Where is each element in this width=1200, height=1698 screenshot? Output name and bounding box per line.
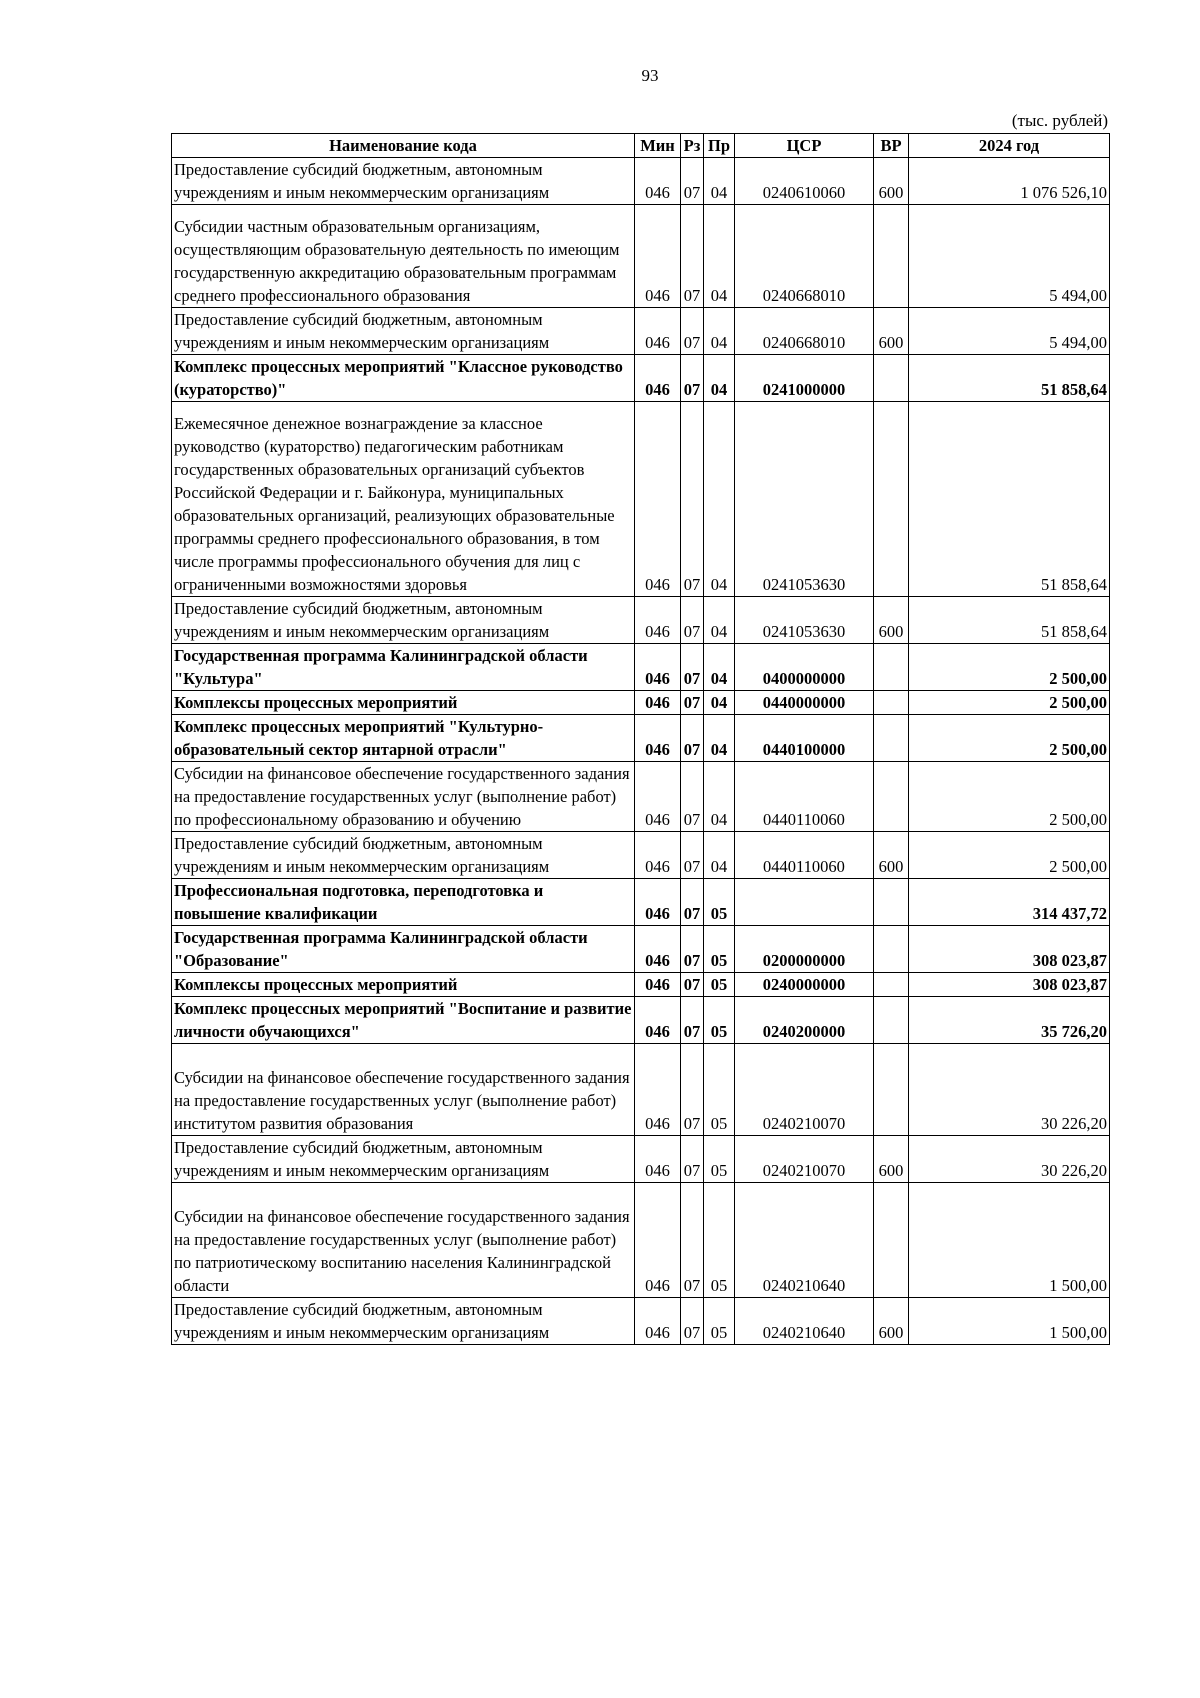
table-row: [172, 997, 1110, 1044]
row-csr: 0240200000: [735, 997, 874, 1044]
header-min: Мин: [635, 134, 681, 158]
row-amount: 2 500,00: [909, 762, 1110, 832]
row-vr: [874, 691, 909, 715]
row-min: 046: [635, 1298, 681, 1345]
row-rz: 07: [681, 644, 704, 691]
row-amount: 35 726,20: [909, 997, 1110, 1044]
row-rz: 07: [681, 597, 704, 644]
table-row: [172, 402, 1110, 597]
row-name: Комплексы процессных мероприятий: [172, 691, 635, 715]
header-csr: ЦСР: [735, 134, 874, 158]
row-min: 046: [635, 402, 681, 597]
row-rz: 07: [681, 832, 704, 879]
row-csr: 0240610060: [735, 158, 874, 205]
row-pr: 04: [704, 402, 735, 597]
page-number: 93: [641, 66, 659, 85]
row-pr: 04: [704, 691, 735, 715]
row-name: Профессиональная подготовка, переподготовка и повышение квалификации: [172, 879, 635, 926]
table-header-row: [172, 134, 1110, 158]
row-pr: 05: [704, 997, 735, 1044]
row-vr: [874, 715, 909, 762]
row-amount: 51 858,64: [909, 597, 1110, 644]
row-min: 046: [635, 205, 681, 308]
row-vr: [874, 402, 909, 597]
table-row: [172, 355, 1110, 402]
row-csr: 0241000000: [735, 355, 874, 402]
row-vr: 600: [874, 1136, 909, 1183]
row-pr: 05: [704, 879, 735, 926]
table-row: [172, 644, 1110, 691]
row-name: Комплекс процессных мероприятий "Воспитание и развитие личности обучающихся": [172, 997, 635, 1044]
row-csr: 0240000000: [735, 973, 874, 997]
row-name: Субсидии частным образовательным организациям, осуществляющим образовательную деятельность по имеющим государственную аккредитацию образовательным программам среднего профессионального образования: [172, 205, 635, 308]
row-csr: 0240210070: [735, 1044, 874, 1136]
row-rz: 07: [681, 1044, 704, 1136]
row-amount: 2 500,00: [909, 691, 1110, 715]
row-name: Государственная программа Калининградской области "Образование": [172, 926, 635, 973]
row-amount: 51 858,64: [909, 355, 1110, 402]
row-amount: 2 500,00: [909, 832, 1110, 879]
row-rz: 07: [681, 1183, 704, 1298]
row-vr: 600: [874, 1298, 909, 1345]
table-row: [172, 973, 1110, 997]
table-row: [172, 1044, 1110, 1136]
row-rz: 07: [681, 997, 704, 1044]
table-row: [172, 762, 1110, 832]
table-row: [172, 597, 1110, 644]
table-row: [172, 715, 1110, 762]
row-name: Государственная программа Калининградской области "Культура": [172, 644, 635, 691]
row-amount: 314 437,72: [909, 879, 1110, 926]
row-pr: 05: [704, 1298, 735, 1345]
row-min: 046: [635, 597, 681, 644]
row-amount: 5 494,00: [909, 308, 1110, 355]
row-amount: 1 076 526,10: [909, 158, 1110, 205]
row-rz: 07: [681, 355, 704, 402]
row-pr: 05: [704, 926, 735, 973]
row-pr: 04: [704, 355, 735, 402]
row-vr: [874, 355, 909, 402]
row-pr: 05: [704, 1136, 735, 1183]
row-pr: 04: [704, 308, 735, 355]
row-vr: [874, 205, 909, 308]
row-rz: 07: [681, 402, 704, 597]
row-rz: 07: [681, 158, 704, 205]
row-name: Предоставление субсидий бюджетным, автономным учреждениям и иным некоммерческим организациям: [172, 832, 635, 879]
row-min: 046: [635, 762, 681, 832]
table-row: [172, 1136, 1110, 1183]
row-min: 046: [635, 973, 681, 997]
row-csr: 0241053630: [735, 597, 874, 644]
row-min: 046: [635, 715, 681, 762]
row-csr: 0400000000: [735, 644, 874, 691]
row-rz: 07: [681, 205, 704, 308]
table-row: [172, 205, 1110, 308]
row-pr: 05: [704, 973, 735, 997]
row-vr: 600: [874, 308, 909, 355]
row-csr: 0240668010: [735, 205, 874, 308]
row-csr: 0440110060: [735, 832, 874, 879]
row-name: Предоставление субсидий бюджетным, автономным учреждениям и иным некоммерческим организациям: [172, 1136, 635, 1183]
row-pr: 04: [704, 832, 735, 879]
row-name: Предоставление субсидий бюджетным, автономным учреждениям и иным некоммерческим организациям: [172, 308, 635, 355]
row-csr: 0440100000: [735, 715, 874, 762]
row-name: Предоставление субсидий бюджетным, автономным учреждениям и иным некоммерческим организациям: [172, 597, 635, 644]
row-min: 046: [635, 926, 681, 973]
row-min: 046: [635, 997, 681, 1044]
row-amount: 1 500,00: [909, 1298, 1110, 1345]
row-pr: 04: [704, 644, 735, 691]
row-amount: 1 500,00: [909, 1183, 1110, 1298]
row-min: 046: [635, 691, 681, 715]
row-name: Комплекс процессных мероприятий "Классное руководство (кураторство)": [172, 355, 635, 402]
row-pr: 04: [704, 205, 735, 308]
row-name: Комплекс процессных мероприятий "Культурно-образовательный сектор янтарной отрасли": [172, 715, 635, 762]
table-row: [172, 879, 1110, 926]
row-csr: 0240210640: [735, 1183, 874, 1298]
row-vr: [874, 879, 909, 926]
row-name: Ежемесячное денежное вознаграждение за классное руководство (кураторство) педагогическим работникам государственных образовательных организаций субъектов Российской Федерации и г. Байконура, муниципальных образовательных организаций, реализующих образовательные программы среднего профессионального образования, в том числе программы профессионального обучения для лиц с ограниченными возможностями здоровья: [172, 402, 635, 597]
row-min: 046: [635, 1136, 681, 1183]
row-name: Субсидии на финансовое обеспечение государственного задания на предоставление государственных услуг (выполнение работ) по патриотическому воспитанию населения Калининградской области: [172, 1183, 635, 1298]
row-min: 046: [635, 355, 681, 402]
table-row: [172, 1183, 1110, 1298]
row-vr: [874, 926, 909, 973]
row-amount: 308 023,87: [909, 973, 1110, 997]
table-row: [172, 1298, 1110, 1345]
row-rz: 07: [681, 1136, 704, 1183]
row-pr: 04: [704, 158, 735, 205]
row-pr: 04: [704, 762, 735, 832]
row-rz: 07: [681, 308, 704, 355]
row-vr: [874, 1044, 909, 1136]
header-pr: Пр: [704, 134, 735, 158]
row-rz: 07: [681, 1298, 704, 1345]
row-csr: 0440110060: [735, 762, 874, 832]
row-pr: 04: [704, 597, 735, 644]
row-rz: 07: [681, 973, 704, 997]
header-vr: ВР: [874, 134, 909, 158]
table-row: [172, 308, 1110, 355]
row-min: 046: [635, 308, 681, 355]
row-min: 046: [635, 1183, 681, 1298]
row-name: Предоставление субсидий бюджетным, автономным учреждениям и иным некоммерческим организациям: [172, 158, 635, 205]
header-rz: Рз: [681, 134, 704, 158]
row-pr: 05: [704, 1044, 735, 1136]
row-csr: 0241053630: [735, 402, 874, 597]
row-min: 046: [635, 644, 681, 691]
table-row: [172, 926, 1110, 973]
table-row: [172, 158, 1110, 205]
row-rz: 07: [681, 926, 704, 973]
table-row: [172, 832, 1110, 879]
row-vr: [874, 973, 909, 997]
header-year: 2024 год: [909, 134, 1110, 158]
row-amount: 30 226,20: [909, 1136, 1110, 1183]
row-amount: 2 500,00: [909, 715, 1110, 762]
row-csr: 0240210070: [735, 1136, 874, 1183]
row-rz: 07: [681, 715, 704, 762]
row-pr: 05: [704, 1183, 735, 1298]
table-row: [172, 691, 1110, 715]
row-amount: 308 023,87: [909, 926, 1110, 973]
row-vr: 600: [874, 832, 909, 879]
row-name: Субсидии на финансовое обеспечение государственного задания на предоставление государственных услуг (выполнение работ) по профессиональному образованию и обучению: [172, 762, 635, 832]
row-rz: 07: [681, 762, 704, 832]
row-min: 046: [635, 832, 681, 879]
row-rz: 07: [681, 691, 704, 715]
row-name: Субсидии на финансовое обеспечение государственного задания на предоставление государственных услуг (выполнение работ) институтом развития образования: [172, 1044, 635, 1136]
row-vr: [874, 762, 909, 832]
row-csr: [735, 879, 874, 926]
row-name: Предоставление субсидий бюджетным, автономным учреждениям и иным некоммерческим организациям: [172, 1298, 635, 1345]
row-rz: 07: [681, 879, 704, 926]
row-amount: 5 494,00: [909, 205, 1110, 308]
row-vr: [874, 644, 909, 691]
row-min: 046: [635, 1044, 681, 1136]
row-vr: 600: [874, 597, 909, 644]
row-amount: 51 858,64: [909, 402, 1110, 597]
budget-table: [171, 133, 1110, 1345]
row-min: 046: [635, 879, 681, 926]
row-amount: 30 226,20: [909, 1044, 1110, 1136]
row-csr: 0440000000: [735, 691, 874, 715]
row-pr: 04: [704, 715, 735, 762]
units-note: (тыс. рублей): [1011, 111, 1108, 130]
header-name: Наименование кода: [172, 134, 635, 158]
row-min: 046: [635, 158, 681, 205]
row-csr: 0240668010: [735, 308, 874, 355]
row-csr: 0200000000: [735, 926, 874, 973]
row-amount: 2 500,00: [909, 644, 1110, 691]
row-vr: 600: [874, 158, 909, 205]
row-name: Комплексы процессных мероприятий: [172, 973, 635, 997]
row-vr: [874, 1183, 909, 1298]
row-csr: 0240210640: [735, 1298, 874, 1345]
row-vr: [874, 997, 909, 1044]
